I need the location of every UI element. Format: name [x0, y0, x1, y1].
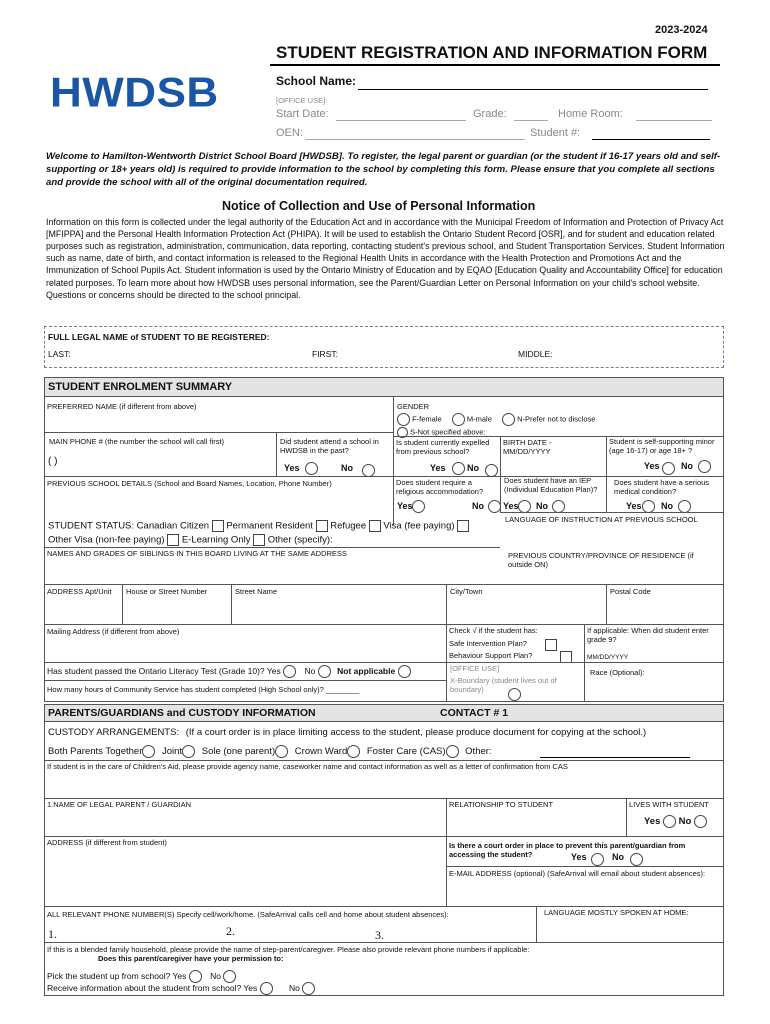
school-year: 2023-2024 — [655, 24, 708, 36]
bsp-checkbox[interactable] — [560, 651, 572, 663]
cas-note[interactable]: If student is in the care of Children's Aid, please provide agency name, caseworker name and contact information as well as a letter of confirmation from CAS — [47, 762, 568, 771]
selfsup-yes-label: Yes — [644, 461, 660, 471]
legal-name-title: FULL LEGAL NAME of STUDENT TO BE REGISTERED: — [48, 332, 270, 342]
phone-1[interactable]: 1. — [48, 927, 57, 941]
custody-sole-radio[interactable] — [275, 745, 288, 758]
lives-yes-radio[interactable] — [663, 815, 676, 828]
selfsup-no-radio[interactable] — [698, 460, 711, 473]
phone-area[interactable]: ( ) — [48, 456, 58, 467]
middle-name-label[interactable]: MIDDLE: — [518, 349, 553, 359]
religious-yes-radio[interactable] — [412, 500, 425, 513]
school-name-label: School Name: — [276, 74, 357, 88]
first-name-label[interactable]: FIRST: — [312, 349, 338, 359]
address-apt-label[interactable]: ADDRESS Apt/Unit — [47, 587, 112, 596]
oen-label: OEN: — [276, 127, 303, 139]
visa-fee-checkbox[interactable] — [457, 520, 469, 532]
receive-yes-radio[interactable] — [260, 982, 273, 995]
expelled-yes-label: Yes — [430, 463, 446, 473]
postal-code-label[interactable]: Postal Code — [610, 587, 651, 596]
preferred-name-label[interactable]: PREFERRED NAME (if different from above) — [47, 402, 197, 411]
pickup-label: Pick the student up from school? — [47, 970, 171, 981]
permanent-checkbox[interactable] — [316, 520, 328, 532]
notice-text: Information on this form is collected under the legal authority of the Education Act and in accordance with the Municipal Freedom of Information and Protection of Privacy Act [MFIPPA] and the Personal Health Information Protection Act (PHIPA). It will be used to establish the Ontario Student Record [OSR], and for student and education related purposes such as registration, administration, communication, data reporting, contacting student's previous school, and Student Transportation Services. Student Information such as name, date of birth, and contact information is released to the Regional Health Units in accordance with the Health Protection and Promotions Act and the Immunization of School Pupils Act. Student information is used by the Ontario Ministry of Education and by EQAO [Education Quality and Accountability Office] for education related purposes. To learn more about how HWDSB uses personal information, see the Parent/Guardian Letter on Personal Information on your child's school website. Questions or concerns should be directed to the school principal. — [46, 217, 725, 300]
gender-f-radio[interactable] — [397, 413, 410, 426]
custody-crown-label: Crown Ward — [294, 746, 348, 758]
refugee-checkbox[interactable] — [369, 520, 381, 532]
medical-no-label: No — [661, 501, 673, 511]
custody-sole-label: Sole (one parent) — [201, 746, 276, 758]
student-number-label: Student #: — [530, 127, 581, 139]
literacy-no-radio[interactable] — [318, 665, 331, 678]
receive-no-radio[interactable] — [302, 982, 315, 995]
custody-both-radio[interactable] — [142, 745, 155, 758]
parent-name-label[interactable]: 1.NAME OF LEGAL PARENT / GUARDIAN — [47, 800, 192, 809]
iep-yes-label: Yes — [503, 501, 519, 511]
grade-label: Grade: — [473, 108, 507, 120]
receive-yes-label: Yes — [243, 982, 258, 993]
literacy-no-label: No — [304, 665, 316, 676]
phone-numbers-label[interactable]: ALL RELEVANT PHONE NUMBER(S) Specify cell/work/home. (SafeArrival calls cell and home about student absences): — [47, 910, 449, 919]
gender-n-label: N-Prefer not to disclose — [517, 414, 596, 424]
custody-both-label: Both Parents Together — [48, 746, 143, 758]
notice-title: Notice of Collection and Use of Personal Information — [222, 199, 536, 213]
blended-family-label[interactable]: If this is a blended family household, please provide the name of step-parent/caregiver. Please also provide relevant phone numbers if applicable: — [47, 945, 530, 954]
previous-school-label[interactable]: PREVIOUS SCHOOL DETAILS (School and Board Names, Location, Phone Number) — [47, 479, 332, 488]
custody-note: (If a court order is in place limiting access to the student, please produce document for copying at the school.) — [185, 727, 647, 738]
selfsup-no-label: No — [681, 461, 693, 471]
previous-country-label[interactable]: PREVIOUS COUNTRY/PROVINCE OF RESIDENCE (if outside ON) — [508, 551, 694, 569]
status-elearning-label: E-Learning Only — [181, 534, 251, 546]
phone-3[interactable]: 3. — [375, 928, 384, 942]
custody-foster-radio[interactable] — [446, 745, 459, 758]
status-permanent-label: Permanent Resident — [226, 520, 313, 532]
gender-m-label: M-male — [466, 414, 492, 424]
expelled-label: Is student currently expelled from previous school? — [396, 438, 490, 456]
x-boundary-radio[interactable] — [508, 688, 521, 701]
court-order-label: Is there a court order in place to prevent this parent/guardian from accessing the student? — [449, 841, 686, 859]
other-visa-checkbox[interactable] — [167, 534, 179, 546]
receive-no-label: No — [289, 982, 300, 993]
canadian-checkbox[interactable] — [212, 520, 224, 532]
custody-joint-label: Joint — [162, 746, 183, 758]
relationship-label[interactable]: RELATIONSHIP TO STUDENT — [449, 800, 554, 809]
home-room-label: Home Room: — [558, 108, 623, 120]
iep-no-label: No — [536, 501, 548, 511]
phone-2[interactable]: 2. — [226, 924, 235, 938]
main-phone-label[interactable]: MAIN PHONE # (the number the school will call first) — [49, 437, 225, 446]
attend-yes-label: Yes — [284, 463, 300, 473]
court-no-radio[interactable] — [630, 853, 643, 866]
religious-no-label: No — [472, 501, 484, 511]
permission-label: Does this parent/caregiver have your permission to: — [98, 954, 284, 963]
check-has-label: Check √ if the student has: — [449, 626, 538, 635]
medical-label: Does student have a serious medical condition? — [614, 478, 710, 496]
community-hours-label[interactable]: How many hours of Community Service has student completed (High School only)? ________ — [47, 685, 360, 694]
status-other-visa-label: Other Visa (non-fee paying) — [48, 534, 165, 546]
custody-label: CUSTODY ARRANGEMENTS: — [48, 727, 180, 738]
court-no-label: No — [612, 852, 624, 862]
email-label[interactable]: E-MAIL ADDRESS (optional) (SafeArrival will email about student absences): — [449, 869, 706, 878]
custody-other-label[interactable]: Other: — [465, 746, 492, 758]
grade9-label[interactable]: If applicable: When did student enter grade 9? — [587, 626, 709, 644]
x-boundary-label: X-Boundary (student lives out of boundary) — [450, 676, 557, 694]
lives-no-label: No — [678, 816, 692, 828]
school-name-field[interactable] — [358, 89, 708, 90]
grade9-format: MM/DD/YYYY — [587, 654, 629, 661]
pickup-yes-label: Yes — [172, 970, 187, 981]
custody-crown-radio[interactable] — [347, 745, 360, 758]
custody-foster-label: Foster Care (CAS) — [366, 746, 446, 758]
lives-yes-label: Yes — [644, 816, 661, 828]
street-name-label[interactable]: Street Name — [235, 587, 278, 596]
city-label[interactable]: City/Town — [450, 587, 483, 596]
expelled-no-label: No — [467, 463, 479, 473]
gender-f-label: F-female — [412, 414, 442, 424]
hwdsb-logo: HWDSB — [50, 69, 219, 116]
status-refugee-label: Refugee — [330, 520, 367, 532]
custody-joint-radio[interactable] — [182, 745, 195, 758]
last-name-label[interactable]: LAST: — [48, 349, 71, 359]
bsp-label: Behaviour Support Plan? — [449, 651, 533, 660]
literacy-na-label: Not applicable — [337, 665, 396, 676]
contact-title: CONTACT # 1 — [440, 707, 509, 719]
gender-label: GENDER — [397, 402, 430, 411]
status-visa-fee-label: Visa (fee paying) — [383, 520, 455, 532]
literacy-label: Has student passed the Ontario Literacy Test (Grade 10)? — [47, 665, 265, 676]
gender-n-radio[interactable] — [502, 413, 515, 426]
sip-label: Safe Intervention Plan? — [449, 639, 527, 648]
lives-with-label: LIVES WITH STUDENT — [629, 800, 710, 809]
birth-date-label[interactable]: BIRTH DATE - MM/DD/YYYY — [503, 438, 552, 456]
parent-address-label[interactable]: ADDRESS (if different from student) — [47, 838, 167, 847]
form-title: STUDENT REGISTRATION AND INFORMATION FORM — [276, 43, 708, 62]
receive-info-label: Receive information about the student from school? — [47, 982, 242, 993]
start-date-label: Start Date: — [276, 108, 329, 120]
selfsup-yes-radio[interactable] — [662, 462, 675, 475]
parents-title: PARENTS/GUARDIANS and CUSTODY INFORMATION — [48, 707, 316, 719]
language-previous-label[interactable]: LANGUAGE OF INSTRUCTION AT PREVIOUS SCHOOL — [505, 515, 698, 524]
medical-yes-label: Yes — [626, 501, 642, 511]
elearning-checkbox[interactable] — [253, 534, 265, 546]
sip-checkbox[interactable] — [545, 639, 557, 651]
expelled-no-radio-2[interactable] — [485, 464, 498, 477]
literacy-na-radio[interactable] — [398, 665, 411, 678]
office-use-label: [OFFICE USE]: — [276, 96, 328, 105]
enrolment-title: STUDENT ENROLMENT SUMMARY — [48, 381, 233, 393]
expelled-no-radio[interactable] — [452, 462, 465, 475]
self-supporting-label: Student is self-supporting minor (age 16-17) or age 18+ ? — [609, 437, 715, 455]
gender-m-radio[interactable] — [452, 413, 465, 426]
gender-s-label: S-Not specified above: — [410, 427, 486, 437]
house-number-label[interactable]: House or Street Number — [126, 587, 208, 596]
attend-hwdsb-label: Did student attend a school in HWDSB in the past? — [280, 437, 379, 455]
status-canadian-label: STUDENT STATUS: Canadian Citizen — [48, 520, 210, 532]
race-label[interactable]: Race (Optional): — [590, 668, 645, 677]
siblings-label[interactable]: NAMES AND GRADES OF SIBLINGS IN THIS BOARD LIVING AT THE SAME ADDRESS — [47, 549, 347, 558]
welcome-text: Welcome to Hamilton-Wentworth District School Board [HWDSB]. To register, the legal parent or guardian (or the student if 16-17 years old and self-supporting or 18+ years old) is required to provide information to the school by completing this form. Please ensure that you complete all sections and provide the school with all of the original documentation required. — [46, 151, 721, 188]
pickup-no-label: No — [210, 970, 222, 981]
iep-label: Does student have an IEP (Individual Education Plan)? — [504, 476, 598, 494]
court-yes-radio[interactable] — [591, 853, 604, 866]
religious-yes-label: Yes — [397, 501, 413, 511]
office-use-2: [OFFICE USE] — [450, 664, 500, 673]
lives-no-radio[interactable] — [694, 815, 707, 828]
attend-no-radio-2[interactable] — [362, 464, 375, 477]
religious-label: Does student require a religious accommodation? — [396, 478, 484, 496]
status-other-label[interactable]: Other (specify): — [267, 534, 333, 546]
literacy-yes-radio[interactable] — [283, 665, 296, 678]
court-yes-label: Yes — [571, 852, 587, 862]
language-home-label[interactable]: LANGUAGE MOSTLY SPOKEN AT HOME: — [544, 908, 689, 917]
mailing-address-label[interactable]: Mailing Address (if different from above) — [47, 627, 180, 636]
literacy-yes-label: Yes — [266, 665, 281, 676]
attend-no-label: No — [341, 463, 353, 473]
